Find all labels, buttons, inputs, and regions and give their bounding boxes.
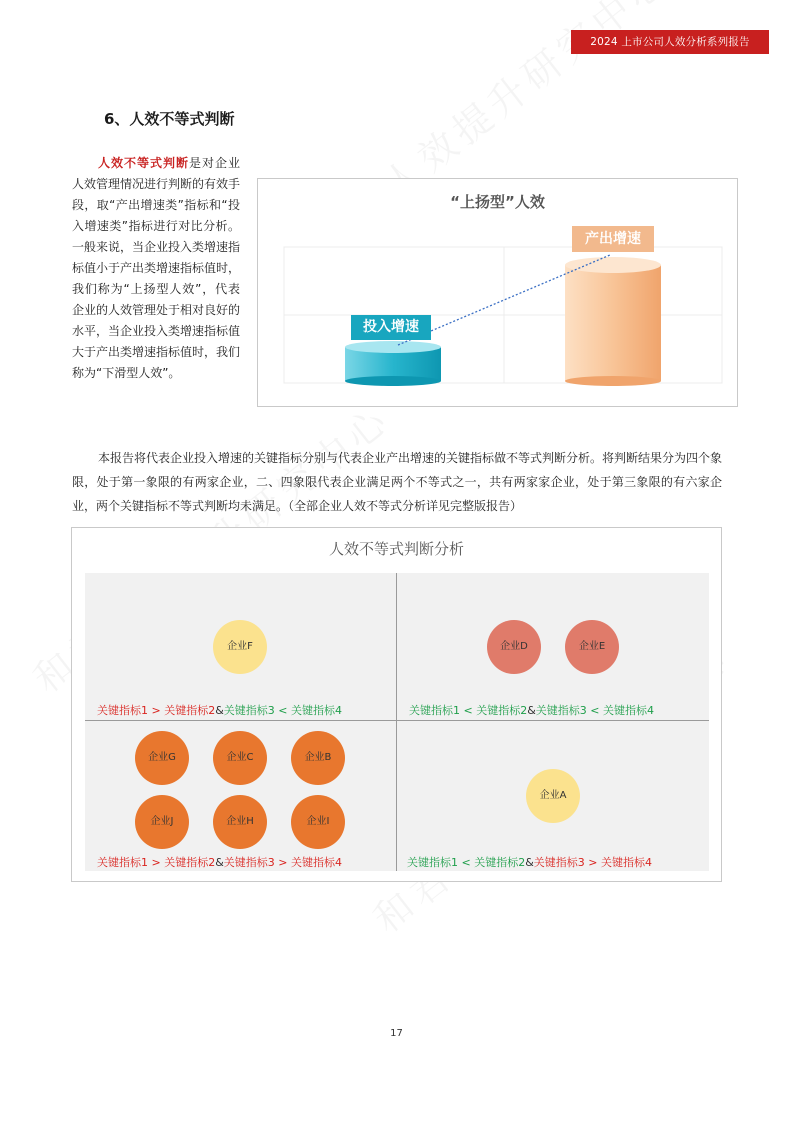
input-growth-cylinder	[345, 341, 441, 386]
intro-body: 是对企业人效管理情况进行判断的有效手段，取“产出增速类”指标和“投入增速类”指标进行对比分析。一般来说，当企业投入类增速指标值小于产出类增速指标值时，我们称为“上扬型人效”，代表企业的人效管理处于相对良好的水平，当企业投入类增速指标值大于产出类增速指标值时，我们称为“下滑型人效”。	[72, 156, 241, 380]
quadrant-analysis-figure	[71, 527, 722, 882]
company-bubble: 企业H	[213, 795, 267, 849]
quadrant-condition: 关键指标1 < 关键指标2&关键指标3 < 关键指标4	[409, 704, 655, 717]
company-bubble: 企业D	[487, 620, 541, 674]
vertical-axis	[396, 573, 397, 871]
company-bubble: 企业I	[291, 795, 345, 849]
output-growth-cylinder	[565, 257, 661, 386]
report-series-badge: 2024 上市公司人效分析系列报告	[571, 30, 769, 54]
rising-efficiency-illustration	[258, 179, 739, 408]
analysis-paragraph: 本报告将代表企业投入增速的关键指标分别与代表企业产出增速的关键指标做不等式判断分析。将判断结果分为四个象限，处于第一象限的有两家企业，二、四象限代表企业满足两个不等式之一，共有两家家企业，处于第三象限的有六家企业，两个关键指标不等式判断均未满足。（全部企业人效不等式分析详见完整版报告）	[72, 451, 723, 513]
quadrant-condition: 关键指标1 < 关键指标2&关键指标3 > 关键指标4	[407, 856, 653, 869]
quadrant-condition: 关键指标1 > 关键指标2&关键指标3 < 关键指标4	[97, 704, 343, 717]
page-number: 17	[390, 1028, 403, 1039]
company-bubble: 企业J	[135, 795, 189, 849]
output-growth-label: 产出增速	[585, 231, 641, 247]
company-bubble: 企业C	[213, 731, 267, 785]
input-growth-label: 投入增速	[363, 319, 419, 335]
rising-efficiency-figure	[257, 178, 738, 407]
company-bubble: 企业F	[213, 620, 267, 674]
company-bubble: 企业G	[135, 731, 189, 785]
company-bubble: 企业E	[565, 620, 619, 674]
company-bubble: 企业A	[526, 769, 580, 823]
intro-lead-term: 人效不等式判断	[98, 156, 189, 170]
quadrant-top-right	[397, 573, 709, 720]
section-title: 6、人效不等式判断	[104, 110, 235, 128]
horizontal-axis	[85, 720, 709, 721]
figure1-title: “上扬型”人效	[450, 193, 545, 211]
quadrant-condition: 关键指标1 > 关键指标2&关键指标3 > 关键指标4	[97, 856, 343, 869]
intro-paragraph	[72, 153, 240, 384]
company-bubble: 企业B	[291, 731, 345, 785]
figure2-title: 人效不等式判断分析	[328, 540, 464, 558]
